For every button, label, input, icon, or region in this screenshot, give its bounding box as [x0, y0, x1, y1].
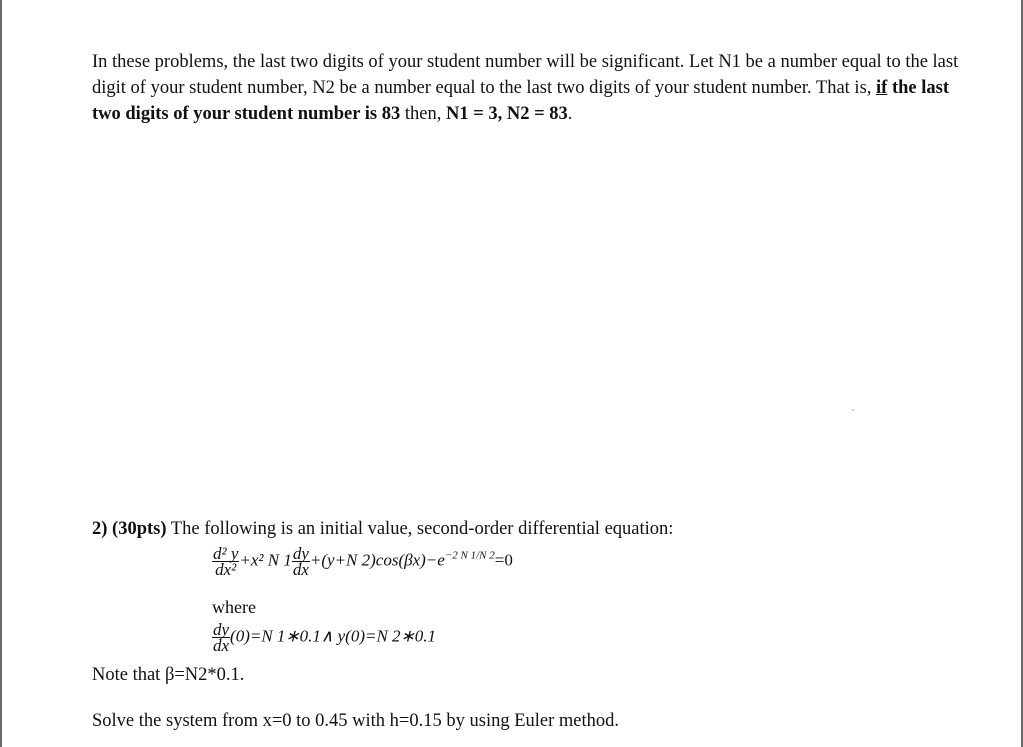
- where-label: where: [212, 597, 256, 617]
- equation-rhs: =0: [494, 550, 513, 570]
- solve-instruction: Solve the system from x=0 to 0.45 with h=0.15 by using Euler method.: [92, 711, 620, 731]
- differential-equation: [212, 546, 513, 577]
- intro-values: N1 = 3, N2 = 83: [445, 104, 568, 124]
- beta-note: Note that β=N2*0.1.: [92, 665, 245, 685]
- intro-paragraph: [92, 49, 972, 127]
- first-derivative-fraction: [292, 546, 310, 577]
- ic-text: (0)=N 1∗0.1∧ y(0)=N 2∗0.1: [230, 626, 437, 646]
- intro-end: .: [567, 104, 573, 124]
- problem-statement: The following is an initial value, second-order differential equation:: [166, 519, 674, 539]
- equation-term1: +x² N 1: [239, 550, 292, 570]
- equation-exponent: −2 N 1/N 2: [444, 549, 495, 562]
- ic-dy-denominator: dx: [213, 636, 230, 655]
- problem-label: 2) (30pts): [92, 519, 167, 539]
- d2y-denominator: dx²: [215, 560, 237, 579]
- intro-then: then,: [400, 104, 446, 124]
- intro-if-underlined: if: [876, 78, 888, 98]
- equation-term2: +(y+N 2)cos(βx)−e: [309, 550, 445, 570]
- second-derivative-fraction: [212, 546, 239, 577]
- intro-text: In these problems, the last two digits of your student number will be significant. Let N1 be a number equal to the last digit of your student number, N2 be a number equal to the last two digits of your student number. That is,: [92, 52, 959, 98]
- ic-dy-numerator: dy: [213, 620, 230, 639]
- page-left-border: [0, 0, 2, 747]
- problem-heading: [92, 516, 972, 542]
- dy-denominator: dx: [292, 560, 309, 579]
- d2y-numerator: d² y: [213, 544, 239, 563]
- initial-conditions: [212, 622, 436, 653]
- dy-numerator: dy: [292, 544, 309, 563]
- ic-derivative-fraction: [212, 622, 230, 653]
- scan-speck: [852, 409, 854, 411]
- intro-condition-tail: the last two digits of your student number is 83: [92, 78, 950, 124]
